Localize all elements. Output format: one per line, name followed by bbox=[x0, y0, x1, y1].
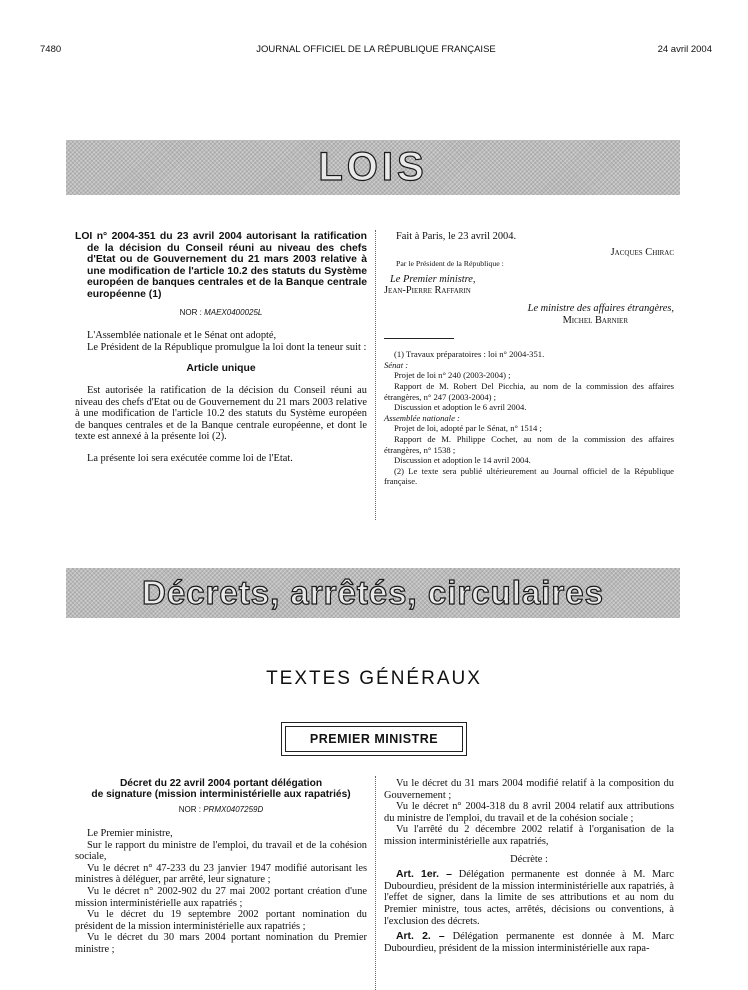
article-1-text: Délégation permanente est donnée à M. Marc Dubourdieu, président de la mission interministérielle aux rapatriés, à l'effet de signer, dans la limite de ses attributions et au nom du Premier ministre, tous actes, arrêtés, décisions ou conventions, à l'exclusion des décrets. bbox=[384, 869, 674, 927]
issue-date: 24 avril 2004 bbox=[657, 44, 712, 55]
decret-nor-code: PRMX0407259D bbox=[203, 805, 264, 815]
lois-banner bbox=[66, 140, 680, 195]
decret-left-column bbox=[75, 778, 367, 956]
president-signature: Jacques Chirac bbox=[610, 246, 674, 258]
loi-title: LOI n° 2004-351 du 23 avril 2004 autorisant la ratification de la décision du Conseil réuni au niveau des chefs d'Etat ou de Gouvernement du 21 mars 2003 relative à une modification de l'article 10.2 des statuts du Système européen de banques centrales et de la Banque centrale européenne (1) bbox=[75, 231, 367, 300]
decret-title-line-1: Décret du 22 avril 2004 portant délégation bbox=[119, 778, 323, 789]
loi-intro-2: Le Président de la République promulgue la loi dont la teneur suit : bbox=[87, 341, 367, 353]
loi-nor bbox=[75, 307, 367, 319]
article-2-text: Délégation permanente est donnée à M. Marc Dubourdieu, président de la mission interministérielle aux rapa- bbox=[384, 931, 674, 954]
note-an-2: Rapport de M. Philippe Cochet, au nom de la commission des affaires étrangères, n° 1538 ; bbox=[384, 433, 674, 455]
decret-para: Vu le décret du 19 septembre 2002 portant nomination du président de la mission interministérielle aux rapatriés ; bbox=[75, 909, 367, 932]
footnotes bbox=[384, 349, 674, 487]
note-an-1: Projet de loi, adopté par le Sénat, n° 1514 ; bbox=[394, 423, 542, 434]
decret-nor-label: NOR : bbox=[178, 805, 201, 815]
page-number: 7480 bbox=[40, 44, 62, 55]
note-senat-label: Sénat : bbox=[384, 359, 409, 370]
article-2-label: Art. 2. – bbox=[396, 931, 445, 943]
decret-para: Vu le décret n° 47-233 du 23 janvier 1947 modifié autorisant les ministres à déléguer, par arrêté, leur signature ; bbox=[75, 862, 367, 886]
premier-ministre-label: Le Premier ministre, bbox=[390, 273, 476, 285]
note-1: (1) Travaux préparatoires : loi n° 2004-351. bbox=[394, 349, 545, 360]
notes-separator bbox=[384, 338, 454, 339]
loi-nor-label: NOR : bbox=[179, 307, 202, 317]
decret-para: Le Premier ministre, bbox=[87, 828, 173, 839]
page-header bbox=[40, 44, 712, 58]
article-text: Est autorisée la ratification de la décision du Conseil réuni au niveau des chefs d'Etat ou de Gouvernement du 21 mars 2003 relative à une modification de l'article 10.2 des statuts du Système européen de banques centrales et de la Banque centrale européenne, et dont le texte est annexé à la présente loi (2). bbox=[75, 384, 367, 443]
decret-nor bbox=[75, 804, 367, 816]
ministry-label: PREMIER MINISTRE bbox=[285, 726, 463, 752]
fait-a-paris: Fait à Paris, le 23 avril 2004. bbox=[396, 231, 517, 242]
loi-intro-1: L'Assemblée nationale et le Sénat ont adopté, bbox=[87, 330, 277, 342]
note-2: (2) Le texte sera publié ultérieurement au Journal officiel de la République française. bbox=[384, 465, 674, 487]
article-heading: Article unique bbox=[186, 363, 256, 375]
decret-para: Sur le rapport du ministre de l'emploi, du travail et de la cohésion sociale, bbox=[75, 839, 367, 863]
ministre-label: Le ministre des affaires étrangères, bbox=[527, 302, 674, 314]
decret-para: Vu le décret n° 2004-318 du 8 avril 2004 relatif aux attributions du ministre de l'emploi, du travail et de la cohésion sociale ; bbox=[384, 801, 674, 824]
decret-title-line-2: de signature (mission interministérielle aux rapatriés) bbox=[91, 789, 351, 801]
decret-para: Vu le décret du 30 mars 2004 portant nomination du Premier ministre ; bbox=[75, 932, 367, 955]
note-senat-2: Rapport de M. Robert Del Picchia, au nom de la commission des affaires étrangères, n° 247 (2003-2004) ; bbox=[384, 380, 674, 402]
decret-title bbox=[75, 778, 367, 800]
decret-right-column bbox=[384, 778, 674, 954]
column-divider bbox=[375, 776, 376, 990]
premier-ministre-name: Jean-Pierre Raffarin bbox=[384, 285, 471, 297]
ministry-box bbox=[281, 722, 467, 756]
decrets-banner bbox=[66, 568, 680, 618]
note-senat-1: Projet de loi n° 240 (2003-2004) ; bbox=[394, 370, 511, 381]
loi-right-column bbox=[384, 231, 674, 487]
par-le-president: Par le Président de la République : bbox=[396, 259, 504, 269]
decret-para: Vu l'arrêté du 2 décembre 2002 relatif à l'organisation de la mission interministérielle aux rapatriés, bbox=[384, 824, 674, 847]
loi-left-column bbox=[75, 231, 367, 465]
note-senat-3: Discussion et adoption le 6 avril 2004. bbox=[394, 402, 527, 413]
decret-para: Vu le décret du 31 mars 2004 modifié relatif à la composition du Gouvernement ; bbox=[384, 778, 674, 801]
article-1 bbox=[384, 869, 674, 927]
section-title: TEXTES GÉNÉRAUX bbox=[266, 668, 482, 689]
article-1-label: Art. 1er. – bbox=[396, 869, 452, 881]
decrets-banner-text: Décrets, arrêtés, circulaires bbox=[142, 574, 604, 611]
journal-title: JOURNAL OFFICIEL DE LA RÉPUBLIQUE FRANÇAISE bbox=[256, 44, 496, 55]
article-2 bbox=[384, 931, 674, 954]
loi-closing: La présente loi sera exécutée comme loi de l'Etat. bbox=[87, 452, 293, 464]
decret-para: Vu le décret n° 2002-902 du 27 mai 2002 portant création d'une mission interministérielle aux rapatriés ; bbox=[75, 885, 367, 909]
lois-banner-text: LOIS bbox=[318, 145, 428, 189]
decrete: Décrète : bbox=[510, 853, 548, 865]
loi-nor-code: MAEX0400025L bbox=[204, 307, 263, 317]
ministre-name: Michel Barnier bbox=[562, 314, 628, 326]
column-divider bbox=[375, 230, 376, 520]
note-an-label: Assemblée nationale : bbox=[384, 412, 460, 423]
note-an-3: Discussion et adoption le 14 avril 2004. bbox=[394, 455, 531, 466]
